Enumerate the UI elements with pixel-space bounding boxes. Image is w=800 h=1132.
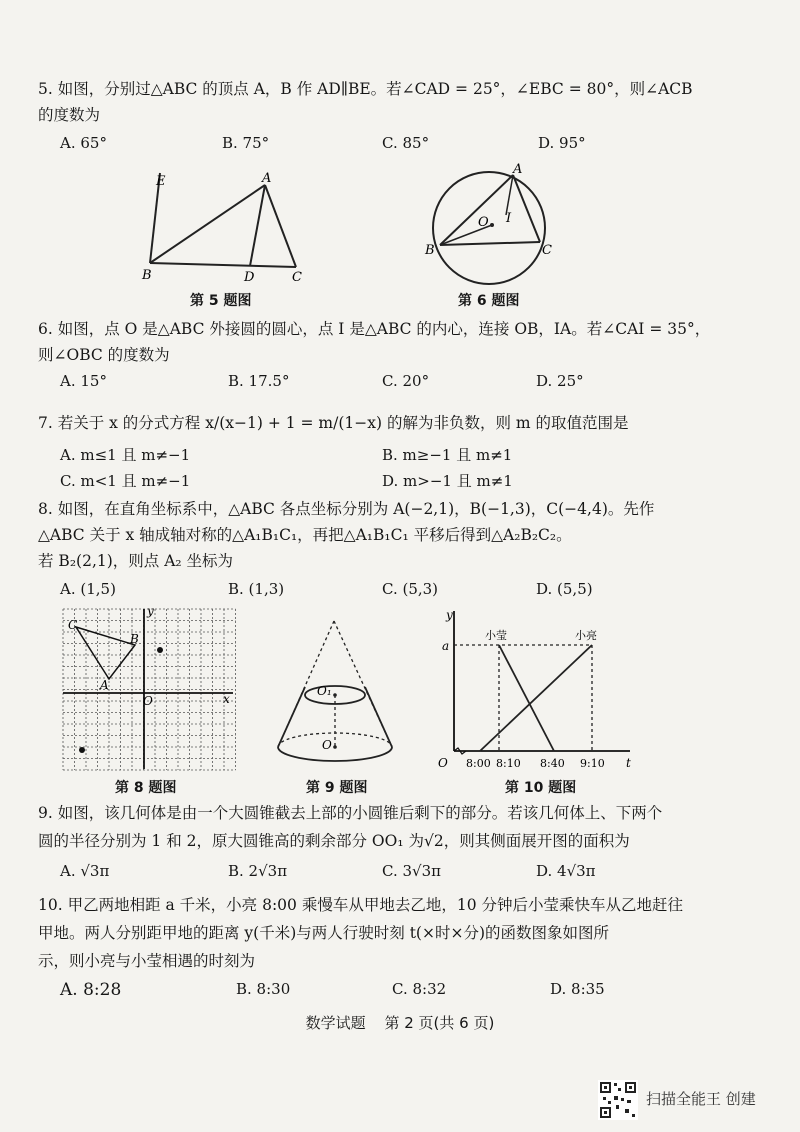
q7-option-a: A. m≤1 且 m≠−1 <box>60 446 191 464</box>
q8-stem-line2: △ABC 关于 x 轴成轴对称的△A₁B₁C₁，再把△A₁B₁C₁ 平移后得到△A₂B₂C₂。 <box>38 526 572 544</box>
q9-stem-line1: 9. 如图，该几何体是由一个大圆锥截去上部的小圆锥后剩下的部分。若该几何体上、下两个 <box>38 804 663 822</box>
figure-9 <box>270 615 420 775</box>
fig5-label-a: A <box>262 171 272 186</box>
fig9-label-o: O <box>322 738 332 752</box>
point-o <box>333 745 337 749</box>
scanner-watermark: 扫描全能王 创建 <box>646 1090 756 1108</box>
figure-6 <box>420 160 580 290</box>
fig5-label-b: B <box>142 268 152 283</box>
fig8-dot <box>157 647 163 653</box>
fig10-label-t: t <box>626 756 631 770</box>
q8-option-a: A. (1,5) <box>60 580 116 598</box>
q5-option-c: C. 85° <box>382 134 430 152</box>
q10-stem-line3: 示，则小亮与小莹相遇的时刻为 <box>38 952 256 970</box>
fig5-caption: 第 5 题图 <box>190 293 252 309</box>
figure-10 <box>430 605 640 775</box>
q6-stem-line1: 6. 如图，点 O 是△ABC 外接圆的圆心，点 I 是△ABC 的内心，连接 OB，IA。若∠CAI = 35°， <box>38 320 711 338</box>
fig8-label-y: y <box>147 605 154 618</box>
circumcircle <box>433 172 545 284</box>
line-bc <box>440 242 540 245</box>
fig8-triangle-abc <box>76 627 135 679</box>
fig8-label-x: x <box>223 692 230 706</box>
fig8-caption: 第 8 题图 <box>115 780 177 796</box>
fig10-label-y: y <box>446 608 453 622</box>
fig6-label-o: O <box>478 215 489 230</box>
q6-option-b: B. 17.5° <box>228 372 290 390</box>
q8-option-c: C. (5,3) <box>382 580 439 598</box>
q6-stem-line2: 则∠OBC 的度数为 <box>38 346 170 364</box>
fig10-label-o: O <box>438 756 448 770</box>
fig8-label-o: O <box>143 694 153 708</box>
fig8-label-a: A <box>100 678 109 692</box>
qr-code-icon <box>598 1080 638 1120</box>
q10-option-a: A. 8:28 <box>60 980 122 1000</box>
fig6-label-i: I <box>506 211 512 226</box>
fig10-tick-840: 8:40 <box>540 757 565 770</box>
line-ad <box>250 185 265 266</box>
q10-option-d: D. 8:35 <box>550 980 605 998</box>
fig10-caption: 第 10 题图 <box>505 780 577 796</box>
q6-option-c: C. 20° <box>382 372 430 390</box>
fig6-label-a: A <box>513 162 523 177</box>
fig6-label-b: B <box>425 243 435 258</box>
fig6-label-c: C <box>542 243 552 258</box>
figure-8 <box>55 605 245 775</box>
line-ac <box>265 185 296 267</box>
fig10-line-xiaoying <box>499 645 554 751</box>
fig5-label-c: C <box>292 270 302 285</box>
q5-stem-line2: 的度数为 <box>38 106 101 124</box>
point-o1 <box>333 693 337 697</box>
q6-option-d: D. 25° <box>536 372 584 390</box>
q9-option-c: C. 3√3π <box>382 862 441 880</box>
q8-stem-line3: 若 B₂(2,1)，则点 A₂ 坐标为 <box>38 552 234 570</box>
q5-stem-line1: 5. 如图，分别过△ABC 的顶点 A，B 作 AD∥BE。若∠CAD = 25°，∠EBC = 80°，则∠ACB <box>38 80 693 98</box>
fig10-tick-810: 8:10 <box>496 757 521 770</box>
fig8-label-b: B <box>130 632 139 646</box>
fig10-tick-800: 8:00 <box>466 757 491 770</box>
fig10-line-xiaoliang <box>480 645 592 751</box>
fig9-caption: 第 9 题图 <box>306 780 368 796</box>
q5-option-d: D. 95° <box>538 134 586 152</box>
q10-option-c: C. 8:32 <box>392 980 447 998</box>
q7-option-c: C. m<1 且 m≠−1 <box>60 472 191 490</box>
q8-option-d: D. (5,5) <box>536 580 593 598</box>
q10-option-b: B. 8:30 <box>236 980 291 998</box>
fig6-caption: 第 6 题图 <box>458 293 520 309</box>
q9-options <box>60 862 760 886</box>
q5-option-b: B. 75° <box>222 134 270 152</box>
q8-option-b: B. (1,3) <box>228 580 285 598</box>
fig10-label-xiaoliang: 小亮 <box>575 629 597 642</box>
q9-stem-line2: 圆的半径分别为 1 和 2，原大圆锥高的剩余部分 OO₁ 为√2，则其侧面展开图的面积为 <box>38 832 630 850</box>
q7-stem: 7. 若关于 x 的分式方程 x/(x−1) + 1 = m/(1−x) 的解为非负数，则 m 的取值范围是 <box>38 414 629 432</box>
q7-options-row1 <box>60 444 760 468</box>
frustum-left-edge <box>278 687 305 747</box>
fig5-label-d: D <box>244 270 255 285</box>
bottom-circle-front <box>278 747 392 761</box>
q10-stem-line1: 10. 甲乙两地相距 a 千米，小亮 8:00 乘慢车从甲地去乙地，10 分钟后小莹乘快车从乙地赶往 <box>38 896 683 914</box>
q8-options <box>60 580 760 604</box>
fig9-label-o1: O₁ <box>317 684 332 698</box>
fig10-label-xiaoying: 小莹 <box>485 629 507 642</box>
q7-option-b: B. m≥−1 且 m≠1 <box>382 446 513 464</box>
page-footer <box>0 1012 800 1033</box>
fig8-grid <box>63 609 236 770</box>
q6-option-a: A. 15° <box>60 372 107 390</box>
fig8-label-c: C <box>68 618 78 632</box>
q5-options <box>60 134 760 158</box>
line-ab <box>440 175 513 245</box>
fig5-label-e: E <box>156 174 166 189</box>
q5-option-a: A. 65° <box>60 134 107 152</box>
q8-stem-line1: 8. 如图，在直角坐标系中，△ABC 各点坐标分别为 A(−2,1)，B(−1,3)，C(−4,4)。先作 <box>38 500 655 518</box>
fig10-label-a: a <box>442 639 450 653</box>
line-ac <box>513 175 540 242</box>
q10-options <box>60 980 760 1004</box>
line-ba <box>150 185 265 263</box>
q9-option-b: B. 2√3π <box>228 862 288 880</box>
footer-subject: 数学试题 <box>305 1014 366 1032</box>
q7-options-row2 <box>60 470 760 494</box>
figure-5 <box>130 165 330 290</box>
q10-stem-line2: 甲地。两人分别距甲地的距离 y(千米)与两人行驶时刻 t(×时×分)的函数图象如图所 <box>38 924 610 942</box>
q9-option-a: A. √3π <box>60 862 110 880</box>
point-o <box>490 223 494 227</box>
line-bc <box>150 263 296 267</box>
q9-option-d: D. 4√3π <box>536 862 596 880</box>
footer-page-number: 第 2 页(共 6 页) <box>384 1014 495 1032</box>
fig10-tick-910: 9:10 <box>580 757 605 770</box>
fig8-dot <box>79 747 85 753</box>
q6-options <box>60 372 760 396</box>
q7-option-d: D. m>−1 且 m≠1 <box>382 472 513 490</box>
